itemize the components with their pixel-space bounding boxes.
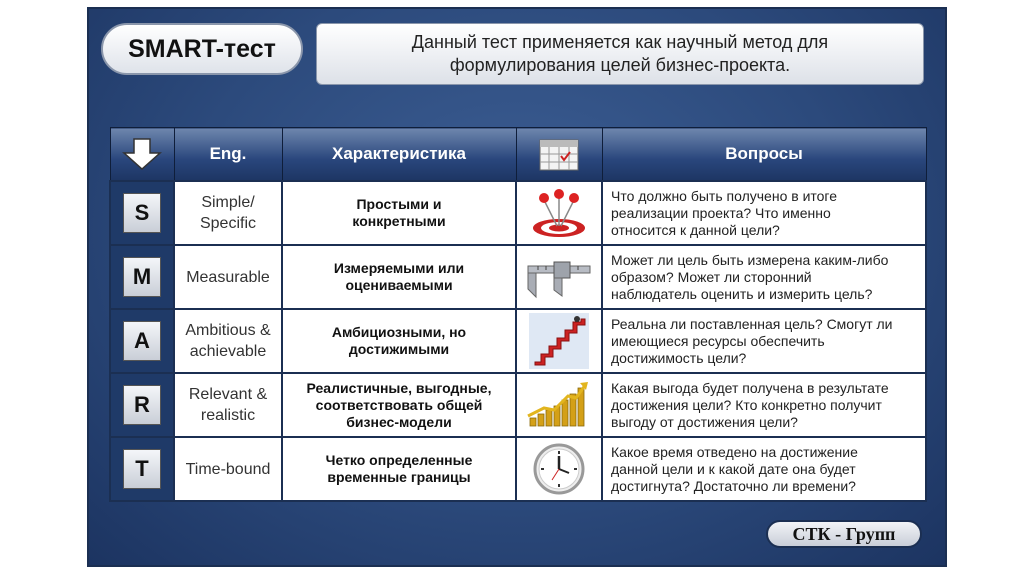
characteristic-cell: Амбициозными, но достижимыми: [282, 309, 516, 373]
letter-cell: [110, 437, 174, 501]
image-cell: [516, 437, 602, 501]
eng-cell: Ambitious & achievable: [174, 309, 282, 373]
table-row: [110, 245, 926, 309]
characteristic-cell: Реалистичные, выгодные, соответствовать общей бизнес-модели: [282, 373, 516, 437]
letter-m: M: [123, 257, 161, 297]
header-questions: Вопросы: [602, 128, 926, 182]
arrow-down-icon: [111, 137, 174, 171]
table-header-row: [110, 128, 926, 182]
characteristic-cell: Четко определенные временные границы: [282, 437, 516, 501]
header-characteristic: Характеристика: [282, 128, 516, 182]
eng-cell: Simple/ Specific: [174, 181, 282, 245]
letter-cell: [110, 373, 174, 437]
letter-cell: [110, 181, 174, 245]
header-calendar-cell: [516, 128, 602, 182]
image-cell: [516, 181, 602, 245]
red-stairs-icon: [529, 313, 589, 369]
image-cell: [516, 309, 602, 373]
image-cell: [516, 245, 602, 309]
table-row: [110, 437, 926, 501]
eng-cell: Measurable: [174, 245, 282, 309]
header-eng: Eng.: [174, 128, 282, 182]
questions-cell: Реальна ли поставленная цель? Смогут ли имеющиеся ресурсы обеспечить достижимость цели?: [602, 309, 926, 373]
letter-cell: [110, 309, 174, 373]
eng-cell: Time-bound: [174, 437, 282, 501]
footer-brand: СТК - Групп: [766, 520, 922, 548]
letter-s: S: [123, 193, 161, 233]
letter-cell: [110, 245, 174, 309]
characteristic-cell: Простыми и конкретными: [282, 181, 516, 245]
letter-t: T: [123, 449, 161, 489]
page-title: SMART-тест: [101, 23, 303, 75]
growth-chart-icon: [524, 380, 594, 430]
questions-cell: Какое время отведено на достижение данной цели и к какой дате она будет достигнута? Достаточно ли времени?: [602, 437, 926, 501]
characteristic-cell: Измеряемыми или оцениваемыми: [282, 245, 516, 309]
questions-cell: Что должно быть получено в итоге реализации проекта? Что именно относится к данной цели?: [602, 181, 926, 245]
letter-a: A: [123, 321, 161, 361]
questions-cell: Какая выгода будет получена в результате достижения цели? Кто конкретно получит выгоду от достижения цели?: [602, 373, 926, 437]
clock-icon: [532, 442, 586, 496]
caliper-icon: [524, 252, 594, 302]
image-cell: [516, 373, 602, 437]
slide-panel: [87, 7, 947, 567]
description-box: Данный тест применяется как научный метод для формулирования целей бизнес-проекта.: [316, 23, 924, 85]
table-row: [110, 181, 926, 245]
table-row: [110, 309, 926, 373]
letter-r: R: [123, 385, 161, 425]
calendar-icon: [537, 134, 581, 174]
eng-cell: Relevant & realistic: [174, 373, 282, 437]
table-row: [110, 373, 926, 437]
questions-cell: Может ли цель быть измерена каким-либо образом? Может ли сторонний наблюдатель оценить и измерить цель?: [602, 245, 926, 309]
smart-table: [109, 127, 927, 502]
darts-target-icon: [524, 186, 594, 240]
header-arrow-cell: [110, 128, 174, 182]
